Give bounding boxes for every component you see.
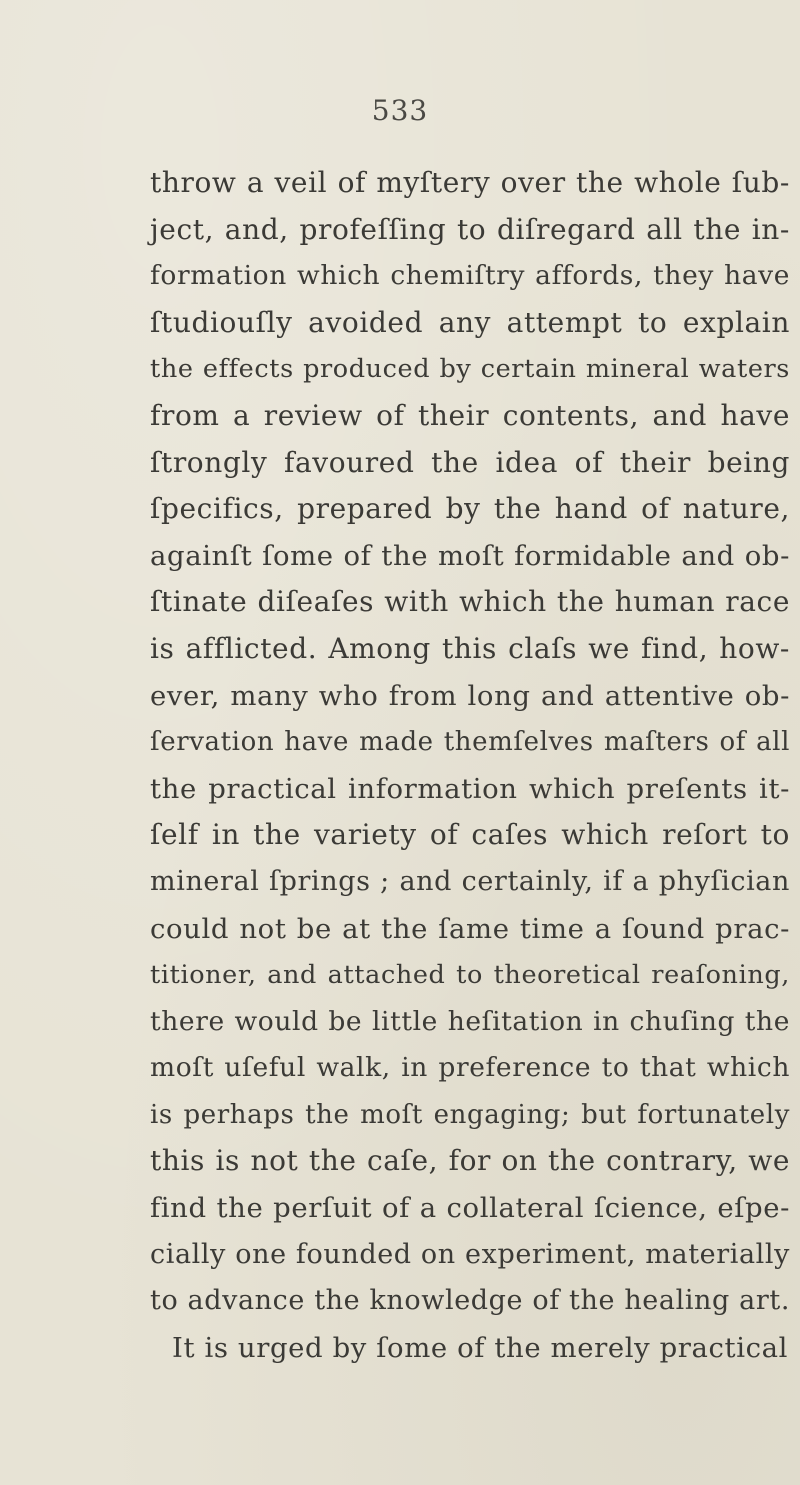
text-line: the practical information which preſents it- — [150, 772, 790, 805]
text-line: the effects produced by certain mineral waters — [150, 354, 790, 385]
text-line: is afflicted. Among this claſs we find, how- — [150, 631, 790, 665]
text-line: to advance the knowledge of the healing art. — [150, 1285, 790, 1317]
text-line: ſervation have made themſelves maſters of all — [150, 727, 790, 758]
text-line: ſtinate diſeaſes with which the human race — [150, 585, 790, 619]
text-line: ject, and, profeſſing to diſregard all the in- — [150, 212, 790, 246]
text-line: from a review of their contents, and have — [150, 398, 790, 432]
body-text — [150, 160, 790, 1371]
text-line: moſt uſeful walk, in preference to that which — [150, 1052, 790, 1084]
text-line: this is not the caſe, for on the contrary, we — [150, 1144, 790, 1178]
text-line: find the perſuit of a collateral ſcience, eſpe- — [150, 1192, 790, 1225]
text-line: ſtudiouſly avoided any attempt to explain — [150, 305, 790, 339]
text-line: could not be at the ſame time a ſound prac- — [150, 912, 790, 945]
text-line: ſelf in the variety of caſes which reſort to — [150, 818, 790, 852]
page-number: 533 — [371, 94, 429, 127]
text-line: mineral ſprings ; and certainly, if a phyſician — [150, 865, 790, 897]
text-line: there would be little heſitation in chuſing the — [150, 1005, 790, 1037]
text-line: ever, many who from long and attentive ob- — [150, 679, 790, 712]
text-line-catchword: It is urged by ſome of the merely practical — [172, 1331, 788, 1364]
text-line: throw a veil of myſtery over the whole ſub- — [150, 166, 790, 199]
text-line: cially one founded on experiment, materially — [150, 1238, 790, 1270]
text-line: ſtrongly favoured the idea of their being — [150, 445, 790, 479]
text-line: titioner, and attached to theoretical reaſoning, — [150, 960, 790, 991]
text-line: againſt ſome of the moſt formidable and ob- — [150, 539, 790, 572]
text-line: is perhaps the moſt engaging; but fortunately — [150, 1099, 790, 1130]
text-line: ſpecifics, prepared by the hand of nature, — [150, 492, 790, 526]
text-line: formation which chemiſtry affords, they have — [150, 260, 790, 292]
